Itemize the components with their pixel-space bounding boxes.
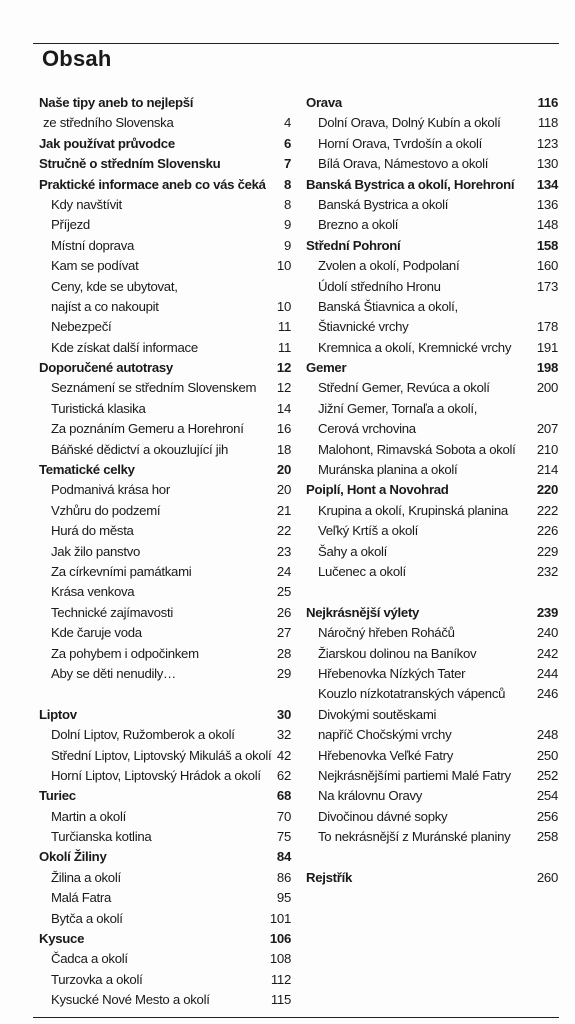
toc-subentry — [306, 297, 558, 317]
toc-subentry — [39, 338, 291, 358]
toc-subentry — [39, 746, 291, 766]
toc-subentry — [39, 378, 291, 398]
toc-section-entry — [39, 786, 291, 806]
toc-entry-title: Bílá Orava, Námestovo a okolí — [318, 156, 489, 172]
toc-page-number: 70 — [276, 808, 291, 824]
toc-subentry — [306, 766, 558, 786]
toc-subentry — [306, 378, 558, 398]
toc-page-number: 42 — [276, 747, 291, 763]
toc-page-number: 254 — [536, 788, 558, 804]
toc-subentry — [306, 664, 558, 684]
toc-page-number: 23 — [276, 543, 291, 559]
toc-entry-title: Doporučené autotrasy — [39, 360, 173, 376]
toc-page-number: 6 — [283, 135, 291, 151]
toc-page-number: 214 — [536, 462, 558, 478]
toc-page-number: 27 — [276, 625, 291, 641]
toc-entry-title: Příjezd — [51, 217, 90, 233]
toc-subentry — [306, 684, 558, 704]
toc-subentry — [39, 440, 291, 460]
toc-section-entry — [39, 460, 291, 480]
toc-page-number: 246 — [536, 686, 558, 702]
toc-entry-title: Jak používat průvodce — [39, 135, 175, 151]
toc-subentry — [39, 419, 291, 439]
toc-entry-title: Kde čaruje voda — [51, 625, 142, 641]
toc-subentry — [39, 603, 291, 623]
toc-page-number: 8 — [283, 176, 291, 192]
toc-entry-title: napříč Chočskými vrchy — [318, 727, 452, 743]
toc-section-entry — [306, 93, 558, 113]
toc-section-entry — [39, 154, 291, 174]
toc-page-number: 200 — [536, 380, 558, 396]
toc-entry-title: Horní Liptov, Liptovský Hrádok a okolí — [51, 767, 261, 783]
toc-section-entry — [39, 358, 291, 378]
toc-subentry — [306, 644, 558, 664]
toc-entry-title: Horní Orava, Tvrdošín a okolí — [318, 135, 483, 151]
toc-entry-title: Bytča a okolí — [51, 910, 123, 926]
toc-subentry — [306, 195, 558, 215]
toc-entry-title: Nejkrásnějšími partiemi Malé Fatry — [318, 767, 511, 783]
toc-page-number: 173 — [536, 278, 558, 294]
toc-page-number: 226 — [536, 523, 558, 539]
toc-entry-title: Kysucké Nové Mesto a okolí — [51, 992, 210, 1008]
toc-section-entry — [306, 868, 558, 888]
toc-page-number: 244 — [536, 665, 558, 681]
toc-page-number: 220 — [536, 482, 558, 498]
toc-page-number: 207 — [536, 421, 558, 437]
toc-subentry — [306, 338, 558, 358]
toc-page-number: 101 — [269, 910, 291, 926]
toc-subentry — [39, 888, 291, 908]
toc-subentry — [306, 440, 558, 460]
toc-entry-title: Malá Fatra — [51, 890, 112, 906]
toc-page-number: 30 — [276, 706, 291, 722]
toc-entry-title: Gemer — [306, 360, 347, 376]
toc-subentry — [306, 215, 558, 235]
toc-entry-title: Podmanivá krása hor — [51, 482, 170, 498]
toc-page-number: 8 — [283, 196, 291, 212]
toc-entry-title: Nejkrásnější výlety — [306, 604, 420, 620]
toc-subentry — [39, 990, 291, 1010]
toc-section-entry — [39, 134, 291, 154]
toc-entry-title: Střední Liptov, Liptovský Mikuláš a okolí — [50, 747, 272, 763]
toc-page-number: 84 — [276, 849, 291, 865]
toc-subentry — [39, 664, 291, 684]
toc-page-number: 106 — [269, 931, 291, 947]
toc-entry-title: Ceny, kde se ubytovat, — [51, 278, 178, 294]
toc-page-number: 29 — [276, 665, 291, 681]
toc-page-number: 130 — [536, 156, 558, 172]
toc-subentry — [306, 705, 558, 725]
toc-entry-title: Jižní Gemer, Tornaľa a okolí, — [318, 400, 478, 416]
toc-page-number: 86 — [276, 869, 291, 885]
toc-page-number: 4 — [283, 115, 291, 131]
toc-entry-title: Banská Štiavnica a okolí, — [318, 298, 458, 314]
toc-page-number: 20 — [276, 482, 291, 498]
toc-page-number: 25 — [276, 584, 291, 600]
toc-page-number: 32 — [276, 727, 291, 743]
page-title: Obsah — [42, 46, 112, 71]
toc-page-number: 12 — [276, 360, 291, 376]
toc-column-right — [306, 93, 558, 888]
toc-page-number: 232 — [536, 563, 558, 579]
toc-page-number: 115 — [270, 992, 291, 1008]
toc-entry-title: Praktické informace aneb co vás čeká — [39, 176, 266, 192]
toc-entry-title: Cerová vrchovina — [318, 421, 416, 437]
toc-page-number: 240 — [536, 625, 558, 641]
toc-subentry — [306, 277, 558, 297]
toc-subentry — [306, 521, 558, 541]
toc-entry-title: Kremnica a okolí, Kremnické vrchy — [318, 339, 512, 355]
toc-entry-title: Kysuce — [39, 931, 85, 947]
toc-page-number: 198 — [536, 360, 558, 376]
toc-entry-title: Jak žilo panstvo — [51, 543, 141, 559]
toc-section-entry — [306, 358, 558, 378]
toc-section-entry — [39, 93, 291, 113]
toc-section-entry — [39, 175, 291, 195]
toc-page-number: 252 — [536, 767, 558, 783]
toc-page-number: 134 — [536, 176, 558, 192]
toc-subentry — [39, 256, 291, 276]
toc-subentry — [306, 542, 558, 562]
toc-section-entry — [306, 236, 558, 256]
toc-entry-title: Okolí Žiliny — [39, 849, 107, 865]
toc-subentry — [306, 399, 558, 419]
toc-entry-title: Martin a okolí — [51, 808, 126, 824]
toc-subentry — [306, 786, 558, 806]
toc-page-number: 21 — [276, 502, 291, 518]
toc-subentry — [39, 949, 291, 969]
toc-entry-title: Na královnu Oravy — [318, 788, 423, 804]
toc-entry-title: Hurá do města — [51, 523, 134, 539]
toc-subentry — [39, 868, 291, 888]
toc-page-number: 229 — [536, 543, 558, 559]
toc-entry-title: Dolní Orava, Dolný Kubín a okolí — [318, 115, 501, 131]
toc-page-number: 136 — [536, 196, 558, 212]
toc-page-number: 250 — [536, 747, 558, 763]
toc-entry-title: Seznámení se středním Slovenskem — [51, 380, 257, 396]
toc-page-number: 14 — [276, 400, 291, 416]
toc-entry-title: Kde získat další informace — [51, 339, 198, 355]
bottom-rule — [33, 1017, 559, 1018]
toc-page-number: 9 — [283, 237, 291, 253]
toc-entry-title: Za církevními památkami — [51, 563, 192, 579]
toc-entry-title: Divokými soutěskami — [318, 706, 437, 722]
toc-entry-title: Banská Bystrica a okolí, Horehroní — [306, 176, 515, 192]
toc-section-entry — [306, 480, 558, 500]
toc-subentry — [306, 807, 558, 827]
toc-entry-title: Střední Pohroní — [306, 237, 401, 253]
toc-entry-title: Náročný hřeben Roháčů — [318, 625, 455, 641]
toc-page-number: 222 — [536, 502, 558, 518]
toc-spacer — [306, 582, 558, 602]
toc-subentry — [39, 521, 291, 541]
toc-page-number: 7 — [283, 156, 291, 172]
toc-subentry — [306, 134, 558, 154]
toc-entry-title: Šahy a okolí — [318, 543, 387, 559]
toc-entry-title: Orava — [306, 95, 342, 110]
toc-entry-title: Krupina a okolí, Krupinská planina — [318, 502, 508, 518]
toc-section-entry — [306, 175, 558, 195]
toc-page-number: 20 — [276, 462, 291, 478]
toc-page-number: 11 — [277, 319, 291, 335]
toc-page-number: 11 — [277, 339, 291, 355]
toc-subentry — [306, 419, 558, 439]
toc-page-number: 239 — [536, 604, 558, 620]
toc-entry-title: Za poznáním Gemeru a Horehroní — [51, 421, 244, 437]
toc-page-number: 242 — [536, 645, 558, 661]
toc-subentry — [39, 317, 291, 337]
toc-subentry — [39, 909, 291, 929]
toc-page-number: 10 — [276, 258, 291, 274]
toc-section-entry — [39, 847, 291, 867]
toc-section-entry — [306, 603, 558, 623]
toc-page-number: 112 — [270, 971, 291, 987]
toc-entry-title: Muránska planina a okolí — [318, 462, 458, 478]
toc-column-left — [39, 93, 291, 1011]
toc-entry-title: Rejstřík — [306, 869, 352, 885]
toc-subentry — [306, 460, 558, 480]
toc-subentry — [306, 317, 558, 337]
toc-subentry — [39, 297, 291, 317]
toc-entry-title: Divočinou dávné sopky — [318, 808, 448, 824]
toc-entry-title: Lučenec a okolí — [318, 563, 406, 579]
toc-page-number: 10 — [276, 298, 291, 314]
toc-entry-title: ze středního Slovenska — [43, 115, 174, 131]
toc-entry-title: Poiplí, Hont a Novohrad — [306, 482, 449, 498]
toc-entry-title: Báňské dědictví a okouzlující jih — [51, 441, 229, 457]
toc-entry-title: Turčianska kotlina — [51, 829, 152, 845]
toc-subentry — [39, 582, 291, 602]
toc-page-number: 248 — [536, 727, 558, 743]
toc-subentry — [39, 827, 291, 847]
toc-page-number: 210 — [536, 441, 558, 457]
toc-subentry — [39, 562, 291, 582]
toc-entry-title: Dolní Liptov, Ružomberok a okolí — [51, 727, 235, 743]
toc-subentry — [306, 256, 558, 276]
toc-page-number: 260 — [536, 869, 558, 885]
toc-subentry — [306, 623, 558, 643]
toc-spacer — [39, 684, 291, 704]
toc-entry-title: Střední Gemer, Revúca a okolí — [318, 380, 490, 396]
toc-entry-title: Hřebenovka Veľké Fatry — [318, 747, 454, 763]
toc-page-number: 178 — [536, 319, 558, 335]
toc-page-number: 191 — [536, 339, 558, 355]
toc-page-number: 118 — [537, 115, 558, 131]
toc-subentry — [39, 113, 291, 133]
toc-entry-title: Technické zajímavosti — [51, 604, 173, 620]
toc-subentry — [306, 501, 558, 521]
toc-entry-title: Údolí středního Hronu — [318, 278, 441, 294]
toc-page-number: 75 — [276, 829, 291, 845]
toc-page-number: 160 — [536, 258, 558, 274]
toc-entry-title: Kouzlo nízkotatranských vápenců — [318, 686, 506, 702]
toc-entry-title: Brezno a okolí — [318, 217, 399, 233]
toc-entry-title: Místní doprava — [51, 237, 135, 253]
top-rule — [33, 43, 559, 44]
toc-entry-title: Kam se podívat — [51, 258, 139, 274]
toc-page-number: 26 — [276, 604, 291, 620]
toc-subentry — [39, 195, 291, 215]
toc-entry-title: Hřebenovka Nízkých Tater — [318, 665, 466, 681]
toc-subentry — [306, 113, 558, 133]
toc-subentry — [39, 623, 291, 643]
toc-entry-title: Aby se děti nenudily… — [51, 665, 176, 681]
toc-subentry — [39, 725, 291, 745]
toc-entry-title: Žiarskou dolinou na Baníkov — [318, 645, 477, 661]
toc-entry-title: Tematické celky — [39, 462, 135, 478]
toc-page-number: 12 — [276, 380, 291, 396]
toc-subentry — [39, 644, 291, 664]
toc-subentry — [39, 970, 291, 990]
toc-subentry — [39, 236, 291, 256]
toc-page-number: 258 — [536, 829, 558, 845]
toc-entry-title: Liptov — [39, 706, 77, 722]
toc-spacer — [306, 847, 558, 867]
toc-page-number: 108 — [269, 951, 291, 967]
toc-entry-title: Turiec — [39, 788, 76, 804]
toc-page-number: 24 — [276, 563, 291, 579]
toc-section-entry — [39, 705, 291, 725]
toc-page-number: 116 — [537, 95, 558, 110]
toc-page-number: 158 — [536, 237, 558, 253]
toc-subentry — [39, 807, 291, 827]
toc-page-number: 256 — [536, 808, 558, 824]
toc-entry-title: Veľký Krtíš a okolí — [318, 523, 419, 539]
toc-entry-title: Za pohybem i odpočinkem — [51, 645, 199, 661]
toc-subentry — [306, 725, 558, 745]
toc-page-number: 62 — [276, 767, 291, 783]
toc-page-number: 18 — [276, 441, 291, 457]
toc-page-number: 95 — [276, 890, 291, 906]
toc-page-number: 16 — [276, 421, 291, 437]
toc-subentry — [306, 827, 558, 847]
toc-entry-title: Čadca a okolí — [51, 951, 128, 967]
toc-subentry — [39, 501, 291, 521]
toc-entry-title: Banská Bystrica a okolí — [318, 196, 449, 212]
toc-entry-title: Stručně o středním Slovensku — [39, 156, 221, 172]
toc-entry-title: Kdy navštívit — [51, 196, 122, 212]
toc-page-number: 22 — [276, 523, 291, 539]
toc-entry-title: Nebezpečí — [51, 319, 112, 335]
toc-subentry — [39, 542, 291, 562]
toc-entry-title: najíst a co nakoupit — [51, 298, 159, 314]
toc-entry-title: Žilina a okolí — [51, 869, 121, 885]
toc-section-entry — [39, 929, 291, 949]
toc-entry-title: Malohont, Rimavská Sobota a okolí — [318, 441, 516, 457]
toc-entry-title: Štiavnické vrchy — [318, 319, 409, 335]
toc-entry-title: Krása venkova — [51, 584, 135, 600]
toc-entry-title: To nekrásnější z Muránské planiny — [318, 829, 511, 845]
toc-page-number: 9 — [283, 217, 291, 233]
toc-subentry — [39, 399, 291, 419]
toc-subentry — [39, 766, 291, 786]
toc-page-number: 68 — [276, 788, 291, 804]
toc-entry-title: Turzovka a okolí — [51, 971, 143, 987]
toc-page-number: 28 — [276, 645, 291, 661]
toc-subentry — [39, 480, 291, 500]
toc-subentry — [306, 746, 558, 766]
toc-subentry — [39, 277, 291, 297]
toc-entry-title: Turistická klasika — [51, 400, 146, 416]
toc-entry-title: Vzhůru do podzemí — [51, 502, 161, 518]
toc-subentry — [39, 215, 291, 235]
toc-entry-title: Zvolen a okolí, Podpolaní — [318, 258, 460, 274]
toc-entry-title: Naše tipy aneb to nejlepší — [39, 95, 194, 110]
toc-page-number: 123 — [536, 135, 558, 151]
toc-subentry — [306, 562, 558, 582]
toc-subentry — [306, 154, 558, 174]
toc-page-number: 148 — [536, 217, 558, 233]
